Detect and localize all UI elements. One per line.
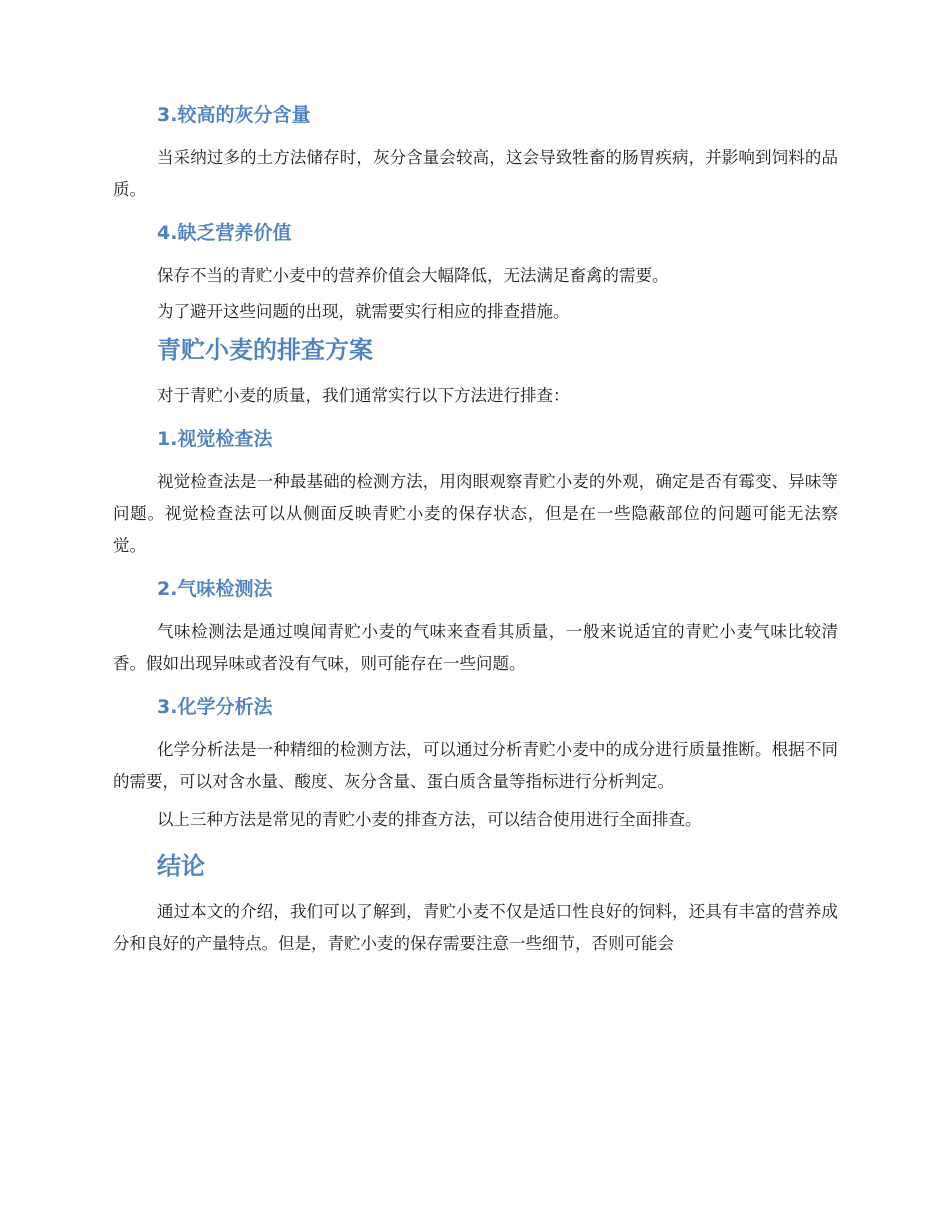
heading-nutrition: 4.缺乏营养价值 [157,222,292,244]
paragraph-ash-content: 当采纳过多的土方法储存时，灰分含量会较高，这会导致牲畜的肠胃疾病，并影响到饲料的品质。 [113,148,838,199]
heading-chemical-analysis: 3.化学分析法 [157,696,273,718]
section-title-inspection: 青贮小麦的排查方案 [157,336,373,364]
paragraph-methods-summary: 以上三种方法是常见的青贮小麦的排查方法，可以结合使用进行全面排查。 [157,810,702,829]
paragraph-visual-check: 视觉检查法是一种最基础的检测方法，用肉眼观察青贮小麦的外观，确定是否有霉变、异味等问题。视觉检查法可以从侧面反映青贮小麦的保存状态，但是在一些隐蔽部位的问题可能无法察觉。 [113,472,838,555]
section-title-conclusion: 结论 [157,852,205,880]
heading-smell-check: 2.气味检测法 [157,578,273,600]
document-body [113,100,838,960]
paragraph-chemical-analysis: 化学分析法是一种精细的检测方法，可以通过分析青贮小麦中的成分进行质量推断。根据不同的需要，可以对含水量、酸度、灰分含量、蛋白质含量等指标进行分析判定。 [113,740,838,791]
paragraph-inspection-intro: 对于青贮小麦的质量，我们通常实行以下方法进行排查： [157,386,570,405]
heading-visual-check: 1.视觉检查法 [157,428,273,450]
paragraph-conclusion: 通过本文的介绍，我们可以了解到，青贮小麦不仅是适口性良好的饲料，还具有丰富的营养成分和良好的产量特点。但是，青贮小麦的保存需要注意一些细节，否则可能会 [113,902,838,953]
heading-ash-content: 3.较高的灰分含量 [157,104,311,126]
paragraph-avoid-problems: 为了避开这些问题的出现，就需要实行相应的排查措施。 [157,302,570,321]
paragraph-nutrition: 保存不当的青贮小麦中的营养价值会大幅降低，无法满足畜禽的需要。 [157,266,669,285]
paragraph-smell-check: 气味检测法是通过嗅闻青贮小麦的气味来查看其质量，一般来说适宜的青贮小麦气味比较清香。假如出现异味或者没有气味，则可能存在一些问题。 [113,622,838,673]
